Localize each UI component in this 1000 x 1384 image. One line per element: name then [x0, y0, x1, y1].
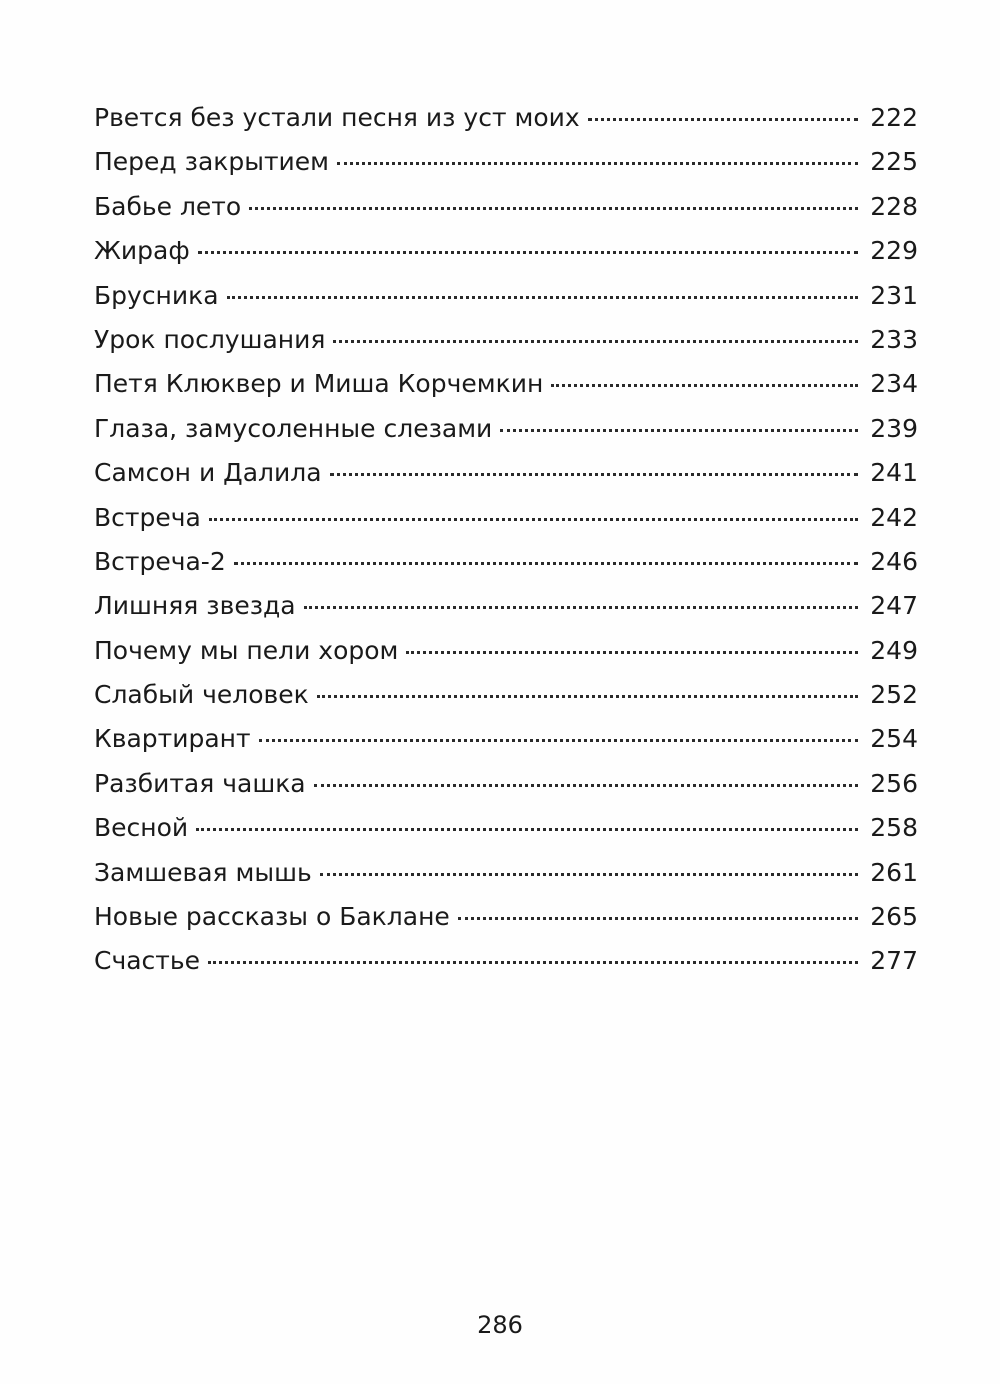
toc-entry-title: Глаза, замусоленные слезами [94, 413, 493, 443]
toc-entry-title: Самсон и Далила [94, 458, 322, 488]
toc-leader-dots [337, 162, 858, 165]
toc-entry [94, 274, 918, 318]
toc-leader-dots [314, 784, 858, 787]
toc-leader-dots [317, 695, 858, 698]
toc-entry [94, 673, 918, 717]
toc-leader-dots [259, 739, 858, 742]
toc-leader-dots [227, 296, 858, 299]
toc-entry-page: 249 [870, 635, 918, 665]
toc-entry [94, 318, 918, 362]
toc-entry-page: 222 [870, 103, 918, 132]
toc-leader-dots [330, 473, 858, 476]
toc-entry [94, 540, 918, 584]
toc-entry-title: Рвется без устали песня из уст моих [94, 103, 580, 132]
toc-entry-title: Встреча-2 [94, 546, 226, 576]
toc-entry-page: 265 [870, 902, 918, 932]
toc-entry-page: 233 [870, 324, 918, 354]
toc-entry-title: Лишняя звезда [94, 591, 296, 621]
toc-entry-title: Замшевая мышь [94, 857, 312, 887]
toc-leader-dots [234, 562, 858, 565]
table-of-contents [94, 96, 918, 984]
toc-entry [94, 629, 918, 673]
toc-entry-title: Петя Клюквер и Миша Корчемкин [94, 369, 544, 399]
toc-leader-dots [333, 340, 858, 343]
toc-entry [94, 407, 918, 451]
toc-leader-dots [304, 606, 858, 609]
toc-leader-dots [320, 873, 858, 876]
toc-entry-page: 252 [870, 680, 918, 710]
toc-entry-title: Квартирант [94, 724, 251, 754]
toc-entry-title: Слабый человек [94, 680, 309, 710]
toc-leader-dots [209, 518, 858, 521]
toc-entry [94, 140, 918, 184]
toc-entry-title: Урок послушания [94, 324, 326, 354]
toc-entry-title: Разбитая чашка [94, 768, 306, 798]
toc-entry [94, 584, 918, 628]
toc-leader-dots [458, 917, 858, 920]
toc-leader-dots [198, 251, 858, 254]
toc-entry [94, 717, 918, 761]
toc-entry-page: 228 [870, 191, 918, 221]
toc-entry [94, 851, 918, 895]
page-number: 286 [477, 1311, 523, 1339]
toc-entry-title: Перед закрытием [94, 147, 330, 177]
toc-leader-dots [196, 828, 858, 831]
toc-entry-page: 239 [870, 413, 918, 443]
toc-entry-page: 225 [870, 147, 918, 177]
toc-leader-dots [249, 207, 858, 210]
toc-entry-page: 247 [870, 591, 918, 621]
toc-entry [94, 806, 918, 850]
toc-entry-page: 229 [870, 236, 918, 266]
toc-entry [94, 939, 918, 983]
toc-entry [94, 229, 918, 273]
toc-entry-title: Жираф [94, 236, 190, 266]
toc-entry-page: 277 [870, 946, 918, 976]
toc-entry-title: Почему мы пели хором [94, 635, 399, 665]
toc-entry-title: Брусника [94, 280, 219, 310]
toc-entry-title: Бабье лето [94, 191, 242, 221]
toc-leader-dots [551, 384, 858, 387]
toc-entry-page: 234 [870, 369, 918, 399]
toc-entry-page: 258 [870, 813, 918, 843]
toc-entry-title: Весной [94, 813, 189, 843]
toc-entry-page: 241 [870, 458, 918, 488]
toc-entry [94, 496, 918, 540]
toc-entry-page: 231 [870, 280, 918, 310]
toc-entry [94, 451, 918, 495]
toc-leader-dots [588, 118, 858, 121]
toc-leader-dots [208, 961, 858, 964]
toc-entry-page: 254 [870, 724, 918, 754]
toc-entry-page: 246 [870, 546, 918, 576]
toc-entry-title: Счастье [94, 946, 200, 976]
toc-entry-page: 242 [870, 502, 918, 532]
toc-entry-title: Новые рассказы о Баклане [94, 902, 450, 932]
toc-entry [94, 96, 918, 140]
toc-entry [94, 185, 918, 229]
toc-entry-page: 256 [870, 768, 918, 798]
toc-entry-title: Встреча [94, 502, 201, 532]
toc-entry [94, 762, 918, 806]
toc-entry [94, 362, 918, 406]
toc-leader-dots [500, 429, 858, 432]
toc-leader-dots [406, 651, 858, 654]
toc-entry [94, 895, 918, 939]
toc-entry-page: 261 [870, 857, 918, 887]
